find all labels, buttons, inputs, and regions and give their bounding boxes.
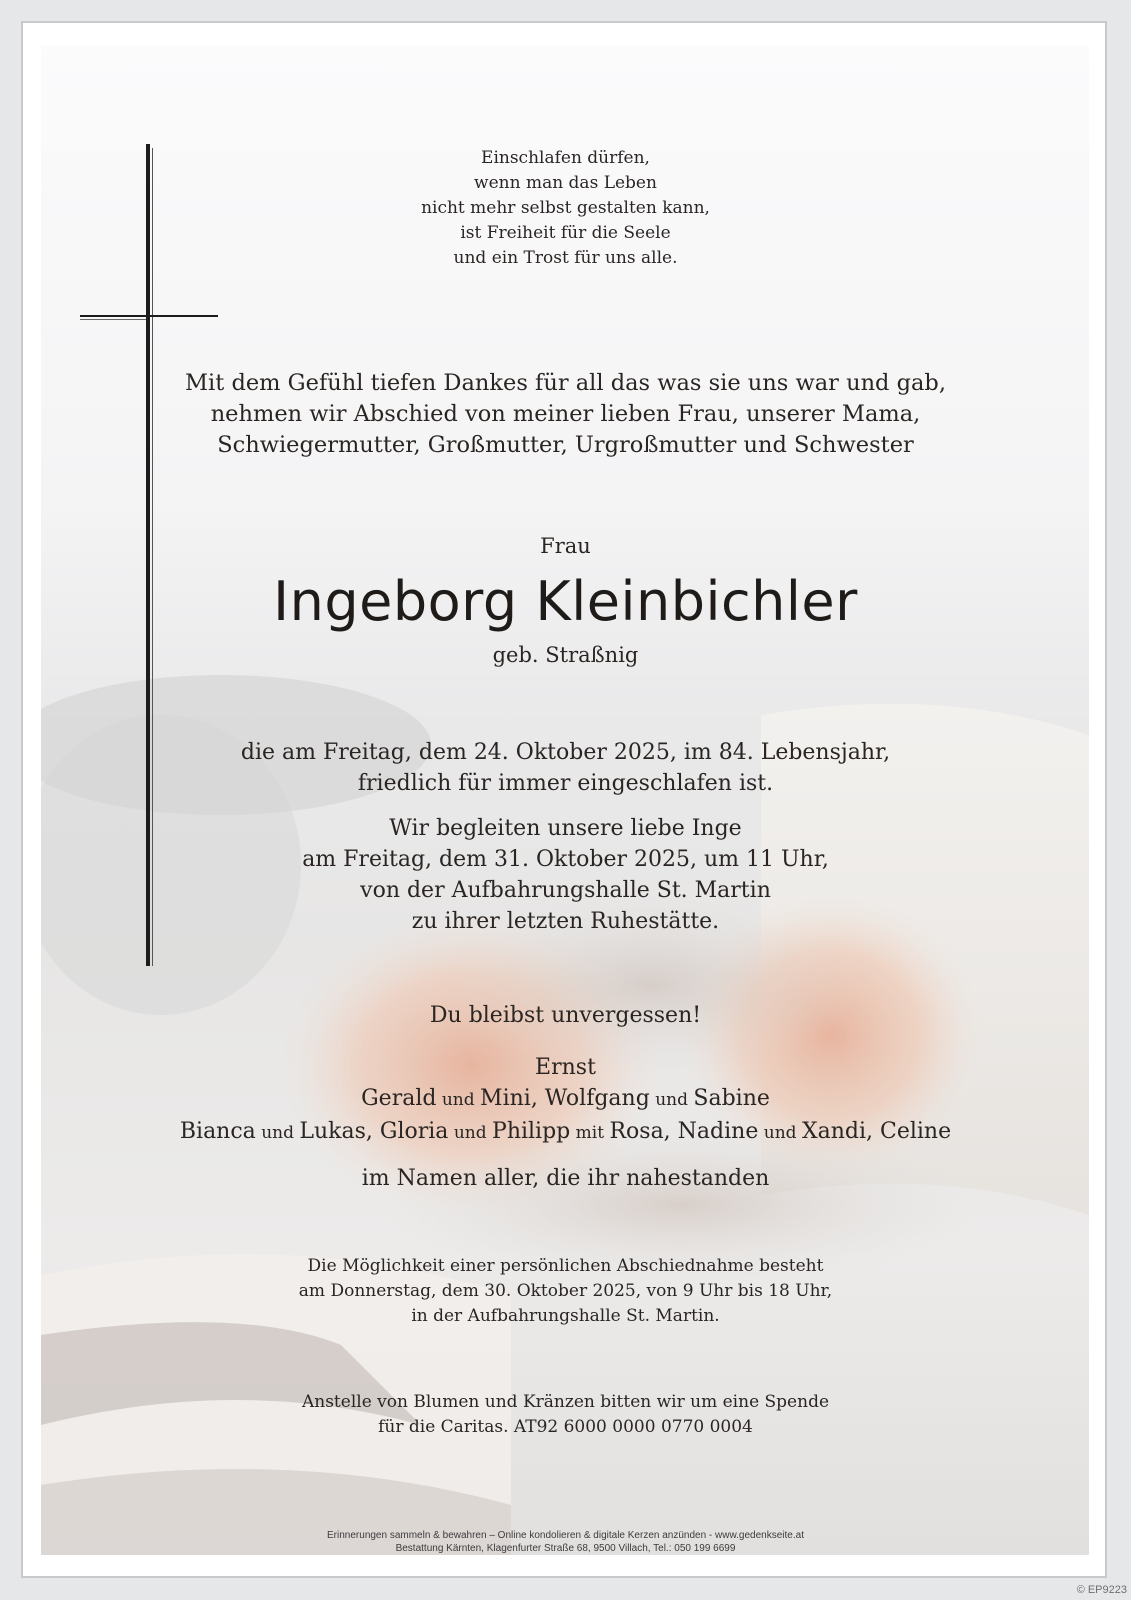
connector-word: und [255, 1123, 300, 1143]
funeral-notice [0, 813, 1131, 937]
connector-word: und [448, 1123, 493, 1143]
footer-line: Erinnerungen sammeln & bewahren – Online kondolieren & digitale Kerzen anzünden - www.gedenkseite.at [327, 1530, 804, 1541]
unvergessen-text: Du bleibst unvergessen! [429, 1003, 702, 1028]
viewing-notice [0, 1254, 1131, 1329]
family-name: Mini, Wolfgang [480, 1086, 650, 1111]
viewing-line: Die Möglichkeit einer persönlichen Abschiednahme besteht [307, 1256, 824, 1276]
connector-word: und [758, 1123, 802, 1143]
viewing-line: am Donnerstag, dem 30. Oktober 2025, von 9 Uhr bis 18 Uhr, [298, 1281, 833, 1301]
family-line-1: Ernst [535, 1055, 596, 1080]
footer-line: Bestattung Kärnten, Klagenfurter Straße 68, 9500 Villach, Tel.: 050 199 6699 [395, 1543, 736, 1554]
maiden-name: geb. Straßnig [492, 643, 639, 667]
family-line-3 [0, 1116, 1131, 1149]
death-line: die am Freitag, dem 24. Oktober 2025, im 84. Lebensjahr, [240, 740, 891, 765]
death-line: friedlich für immer eingeschlafen ist. [357, 771, 774, 796]
funeral-line: am Freitag, dem 31. Oktober 2025, um 11 Uhr, [302, 847, 829, 872]
death-notice [0, 737, 1131, 799]
poem-line: Einschlafen dürfen, [481, 148, 650, 168]
deceased-name: Ingeborg Kleinbichler [273, 570, 858, 633]
connector-word: mit [570, 1123, 610, 1143]
funeral-line: zu ihrer letzten Ruhestätte. [411, 909, 720, 934]
connector-word: und [436, 1090, 481, 1110]
family-line-2 [0, 1083, 1131, 1116]
family-name: Rosa, Nadine [609, 1119, 759, 1144]
family-name: Bianca [179, 1119, 256, 1144]
poem-line: ist Freiheit für die Seele [460, 223, 671, 243]
donation-line: Anstelle von Blumen und Kränzen bitten wir um eine Spende [301, 1392, 830, 1412]
family-name: Lukas, Gloria [299, 1119, 449, 1144]
donation-line: für die Caritas. AT92 6000 0000 0770 0004 [378, 1417, 753, 1437]
funeral-line: von der Aufbahrungshalle St. Martin [360, 878, 771, 903]
viewing-line: in der Aufbahrungshalle St. Martin. [411, 1306, 720, 1326]
donation-notice [0, 1390, 1131, 1440]
family-name: Sabine [693, 1086, 770, 1111]
intro-line: Mit dem Gefühl tiefen Dankes für all das was sie uns war und gab, [185, 370, 946, 396]
salutation: Frau [540, 534, 591, 558]
poem-line: wenn man das Leben [474, 173, 657, 193]
connector-word: und [649, 1090, 694, 1110]
poem-line: nicht mehr selbst gestalten kann, [421, 198, 710, 218]
family-name: Philipp [492, 1119, 571, 1144]
funeral-line: Wir begleiten unsere liebe Inge [389, 816, 742, 841]
intro-text [0, 368, 1131, 461]
document-code: © EP9223 [1076, 1584, 1127, 1596]
intro-line: nehmen wir Abschied von meiner lieben Frau, unserer Mama, [210, 401, 921, 427]
intro-line: Schwiegermutter, Großmutter, Urgroßmutter und Schwester [217, 432, 914, 458]
family-names [0, 1052, 1131, 1149]
names-all-text: im Namen aller, die ihr nahestanden [361, 1166, 770, 1191]
family-name: Gerald [361, 1086, 437, 1111]
footer [0, 1529, 1131, 1555]
poem-line: und ein Trost für uns alle. [453, 248, 678, 268]
poem [0, 146, 1131, 271]
family-name: Xandi, Celine [801, 1119, 952, 1144]
